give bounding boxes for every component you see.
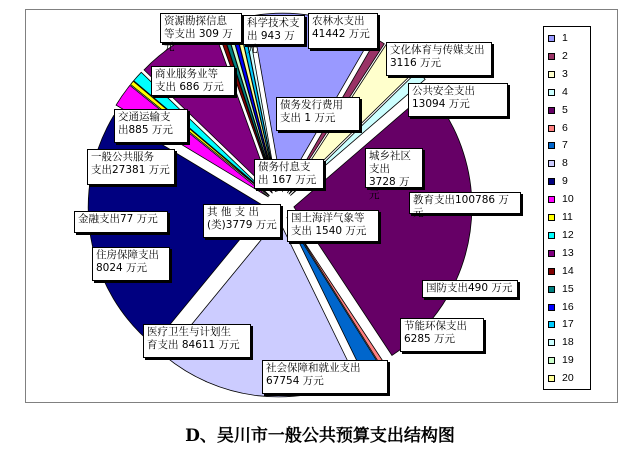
legend-swatch xyxy=(548,375,555,382)
legend-label: 6 xyxy=(562,121,568,134)
legend-swatch xyxy=(548,71,555,78)
legend-label: 5 xyxy=(562,103,568,116)
slice-label-6: 国防支出490 万元 xyxy=(422,280,518,298)
legend-item-9 xyxy=(548,174,590,190)
legend-item-4 xyxy=(548,85,590,101)
slice-label-18: 债务发行费用 支出 1 万元 xyxy=(276,97,360,131)
legend-item-15 xyxy=(548,282,590,298)
slice-label-14: 交通运输支 出885 万元 xyxy=(114,109,188,143)
slice-label-10: 住房保障支出 8024 万元 xyxy=(92,247,170,281)
legend-label: 9 xyxy=(562,175,568,188)
legend-swatch xyxy=(548,357,555,364)
legend-label: 20 xyxy=(562,372,574,385)
legend-swatch xyxy=(548,125,555,132)
legend-label: 8 xyxy=(562,157,568,170)
legend-label: 2 xyxy=(562,49,568,62)
chart-title: D、吴川市一般公共预算支出结构图 xyxy=(185,426,455,446)
legend-label: 17 xyxy=(562,318,574,331)
legend-label: 18 xyxy=(562,336,574,349)
legend-swatch xyxy=(548,196,555,203)
slice-label-5: 教育支出100786 万元 xyxy=(409,192,521,214)
legend-swatch xyxy=(548,268,555,275)
slice-label-15: 商业服务业等 支出 686 万元 xyxy=(151,66,235,96)
slice-label-8: 社会保障和就业支出 67754 万元 xyxy=(262,360,388,394)
legend-label: 19 xyxy=(562,354,574,367)
legend-item-20 xyxy=(548,371,590,387)
slice-label-19: 科学技术支 出 943 万元 xyxy=(243,15,305,45)
legend-item-1 xyxy=(548,31,590,47)
slice-label-17: 资源勘探信息 等支出 309 万元 xyxy=(160,13,242,43)
legend-label: 1 xyxy=(562,32,568,44)
legend-swatch xyxy=(548,304,555,311)
legend-item-10 xyxy=(548,192,590,208)
legend-item-14 xyxy=(548,264,590,280)
legend-label: 14 xyxy=(562,264,574,277)
legend-swatch xyxy=(548,250,555,257)
legend-item-12 xyxy=(548,228,590,244)
slice-label-7: 节能环保支出 6285 万元 xyxy=(400,318,484,352)
legend-swatch xyxy=(548,89,555,96)
legend-label: 13 xyxy=(562,246,574,259)
slice-label-11: 金融支出77 万元 xyxy=(74,211,168,233)
slice-label-1: 农林水支出 41442 万元 xyxy=(308,13,378,49)
legend-label: 15 xyxy=(562,282,574,295)
legend-item-19 xyxy=(548,353,590,369)
legend-swatch xyxy=(548,160,555,167)
legend-swatch xyxy=(548,232,555,239)
legend-swatch xyxy=(548,53,555,60)
legend-swatch xyxy=(548,35,555,42)
legend-item-16 xyxy=(548,300,590,316)
legend-label: 3 xyxy=(562,67,568,80)
slice-label-3: 公共安全支出 13094 万元 xyxy=(408,83,508,117)
legend-label: 10 xyxy=(562,193,574,206)
legend-item-11 xyxy=(548,210,590,226)
slice-label-20: 国土海洋气象等 支出 1540 万元 xyxy=(287,210,379,242)
slice-label-12: 其 他 支 出 (类)3779 万元 xyxy=(203,204,281,238)
legend-label: 11 xyxy=(562,211,573,223)
legend-item-2 xyxy=(548,49,590,65)
legend-swatch xyxy=(548,286,555,293)
slice-label-16: 债务付息支 出 167 万元 xyxy=(254,159,324,189)
legend-swatch xyxy=(548,178,555,185)
legend-item-7 xyxy=(548,138,590,154)
legend-item-18 xyxy=(548,335,590,351)
legend-item-17 xyxy=(548,317,590,333)
legend-label: 7 xyxy=(562,139,568,152)
legend-swatch xyxy=(548,321,555,328)
legend-swatch xyxy=(548,142,555,149)
slice-label-9: 医疗卫生与计划生 育支出 84611 万元 xyxy=(143,324,251,358)
legend-swatch xyxy=(548,107,555,114)
legend-item-3 xyxy=(548,67,590,83)
legend-item-13 xyxy=(548,246,590,262)
legend-swatch xyxy=(548,214,555,221)
slice-label-4: 城乡社区支出 3728 万元 xyxy=(365,148,423,188)
legend-item-5 xyxy=(548,103,590,119)
legend-item-6 xyxy=(548,121,590,137)
slice-label-13: 一般公共服务 支出27381 万元 xyxy=(87,149,175,185)
legend-label: 12 xyxy=(562,228,574,241)
legend-label: 16 xyxy=(562,300,574,313)
slice-label-2: 文化体育与传媒支出 3116 万元 xyxy=(386,42,492,76)
legend-swatch xyxy=(548,339,555,346)
legend-item-8 xyxy=(548,156,590,172)
legend xyxy=(543,26,591,390)
legend-label: 4 xyxy=(562,85,568,98)
